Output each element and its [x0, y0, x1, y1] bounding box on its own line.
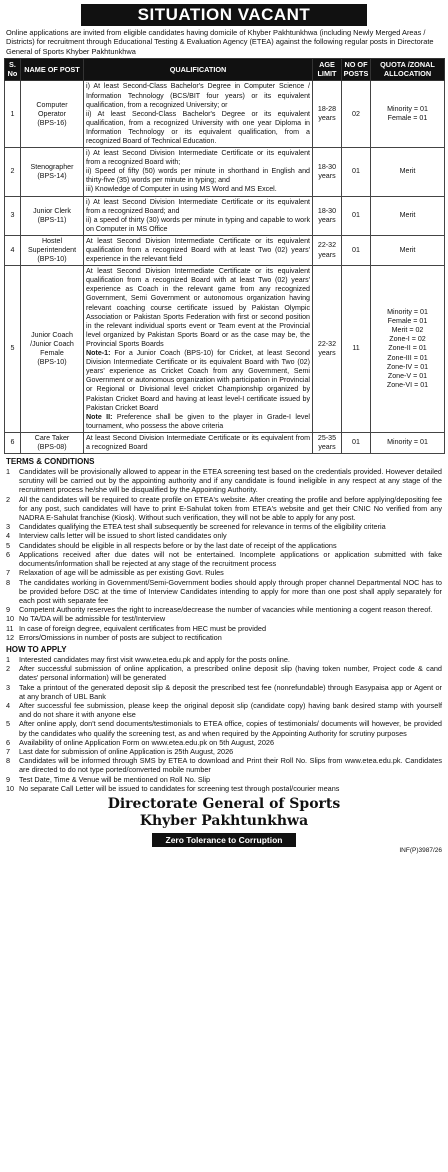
post-name: Hostel Superintendent — [27, 236, 77, 254]
list-item — [6, 664, 442, 682]
post-bps: (BPS-10) — [37, 358, 67, 367]
cell-qualification — [84, 266, 313, 433]
allocation-line: Zone-VI = 01 — [386, 380, 429, 389]
list-item — [6, 522, 442, 531]
how-to-apply-heading: HOW TO APPLY — [6, 644, 67, 654]
post-bps: (BPS-11) — [37, 215, 67, 224]
allocation-line: Merit — [399, 246, 416, 254]
cell-post-name — [21, 266, 84, 433]
cell-qualification — [84, 81, 313, 148]
cell-post-name — [21, 148, 84, 196]
table-row — [5, 196, 445, 235]
qualification-line: ii) At least Second-Class Bachelor's Degree or its equivalent qualification, from a recognized University with one year Diploma in Information Technology or its equivalent qualification, from a recognized Board of Technical Education. — [86, 109, 310, 145]
cell-post-name — [21, 235, 84, 265]
org-name-line1: Directorate General of Sports — [107, 795, 341, 812]
qualification-line: iii) Knowledge of Computer in using MS Word and MS Excel. — [86, 185, 277, 194]
table-row — [5, 432, 445, 453]
note-2-text: Preference shall be given to the player in Grade-I level tournament, who possess the above criteria — [86, 412, 310, 430]
item-number: 2 — [6, 664, 11, 674]
item-text: In case of foreign degree, equivalent certificates from HEC must be provided — [19, 623, 267, 633]
cell-post-name — [21, 432, 84, 453]
item-text: Candidates should be eligible in all respects before or by the last date of receipt of the applications — [19, 540, 337, 550]
qualification-line: At least Second Division Intermediate Certificate or its equivalent qualification from a recognized Board with at least Two (02) years' experience as Coach in the relevant game from any recognized Government, Semi Government or autonomous organization having relevant coaching course certificate issued by Pakistan Olympic Association or Pakistan Sports Federation with first or second position in the relevant individual sports event or Team event at the Provincial level organized by Pakistan Sports Board or as the case may be, the Provincial Sports Boards — [86, 267, 310, 348]
item-number: 7 — [6, 568, 11, 578]
qualification-line: ii) a speed of thirty (30) words per minute in typing and capable to work on Computer in MS Office — [86, 215, 310, 233]
qualification-line: At least Second Division Intermediate Certificate or its equivalent qualification from a recognized Board with at least Two (02) years' experience in the relevant field — [86, 236, 310, 264]
list-item — [6, 719, 442, 737]
cell-allocation — [371, 266, 445, 433]
header-qualification: QUALIFICATION — [84, 59, 313, 81]
allocation-line: Minority = 01 — [387, 308, 428, 317]
header-age: AGE LIMIT — [313, 59, 342, 81]
list-item — [6, 784, 442, 793]
list-item — [6, 578, 442, 606]
post-name: Care Taker — [34, 433, 70, 442]
cell-sno: 2 — [5, 148, 21, 196]
post-bps: (BPS-14) — [37, 171, 67, 180]
table-row — [5, 148, 445, 196]
post-bps: (BPS-08) — [37, 442, 67, 451]
note-1 — [86, 349, 310, 413]
allocation-line: Merit = 02 — [391, 326, 424, 335]
slogan-banner: Zero Tolerance to Corruption — [152, 833, 297, 847]
cell-allocation — [371, 235, 445, 265]
list-item — [6, 568, 442, 577]
list-item — [6, 701, 442, 719]
list-item — [6, 775, 442, 784]
cell-allocation — [371, 81, 445, 148]
list-item — [6, 614, 442, 623]
advertisement — [4, 4, 444, 854]
allocation-line: Minority = 01 — [387, 438, 428, 447]
list-item — [6, 541, 442, 550]
cell-age: 22-32 years — [313, 266, 342, 433]
note-1-text: For a Junior Coach (BPS-10) for Cricket, at least Second Division Intermediate Certificate or its equivalent Board with Two (02) years' experience as Cricket Coach from any Government, Semi Government or autonomous organization with participation in Provincial or Regional or Divisional level cricket Championship organized by Pakistan Cricket Board and having at least level-I certificate issued by Pakistan Cricket Board — [86, 349, 310, 412]
list-item — [6, 747, 442, 756]
item-text: All the candidates will be required to create profile on ETEA's website. After creating the profile and before applying/depositing fee for any post, such candidates will have to print E-Sahulat token from ETEA's website and get their CNIC No verified from any NADRA E-Sahulat franchise (Kiosk). Without such verification, they will not be able to apply for any post. — [19, 494, 442, 523]
cell-qualification — [84, 432, 313, 453]
cell-no-of-posts: 01 — [342, 235, 371, 265]
allocation-line: Zone-II = 01 — [388, 344, 427, 353]
post-bps: (BPS-16) — [37, 118, 67, 127]
cell-post-name — [21, 196, 84, 235]
list-item — [6, 467, 442, 495]
item-text: Candidates will be informed through SMS by ETEA to download and Print their Roll No. Slips from www.etea.edu.pk. Candidates are directed to do not type ported/converted mobile number — [19, 756, 442, 775]
how-to-apply-list — [4, 655, 444, 793]
terms-heading: TERMS & CONDITIONS — [6, 457, 95, 467]
item-number: 4 — [6, 700, 11, 710]
allocation-line: Zone-I = 02 — [389, 335, 426, 344]
list-item — [6, 495, 442, 523]
cell-no-of-posts: 01 — [342, 196, 371, 235]
list-item — [6, 624, 442, 633]
item-text: Relaxation of age will be admissible as per existing Govt. Rules — [19, 568, 224, 578]
cell-age: 18-28 years — [313, 81, 342, 148]
table-row — [5, 235, 445, 265]
item-text: Take a printout of the generated deposit slip & deposit the prescribed test fee (nonrefundable) through Easypaisa app or Agent or at any branch of UBL Bank — [19, 682, 442, 701]
note-2 — [86, 413, 310, 431]
item-text: Applications received after due dates will not be entertained. Incomplete applications or application submitted with fake documents/information shall be rejected at any stage of the recruitment process — [19, 549, 442, 569]
cell-age: 18-30 years — [313, 148, 342, 196]
cell-sno: 5 — [5, 266, 21, 433]
table-row — [5, 81, 445, 148]
post-name: Junior Coach /Junior Coach Female — [30, 330, 74, 358]
item-number: 9 — [6, 605, 11, 615]
header-quota: QUOTA /ZONAL ALLOCATION — [371, 59, 445, 81]
cell-allocation — [371, 148, 445, 196]
posts-table — [4, 58, 445, 454]
allocation-line: Minority = 01 — [387, 105, 428, 114]
allocation-line: Merit — [399, 167, 416, 176]
cell-age: 18-30 years — [313, 196, 342, 235]
item-text: Test Date, Time & Venue will be mentioned on Roll No. Slip — [19, 774, 211, 784]
page-title: SITUATION VACANT — [81, 4, 367, 26]
item-number: 5 — [6, 540, 11, 550]
list-item — [6, 655, 442, 664]
item-number: 10 — [6, 783, 15, 793]
allocation-line: Zone-III = 01 — [387, 353, 428, 362]
allocation-line: Merit — [399, 211, 416, 220]
item-number: 6 — [6, 737, 11, 747]
header-sno: S. No — [5, 59, 21, 81]
table-header-row — [5, 59, 445, 81]
cell-allocation — [371, 432, 445, 453]
item-text: Candidates qualifying the ETEA test shall subsequently be screened for relevance in terms of the eligibility criteria — [19, 522, 386, 532]
item-number: 8 — [6, 577, 11, 587]
post-bps: (BPS-10) — [37, 255, 67, 264]
item-number: 5 — [6, 719, 11, 729]
intro-text: Online applications are invited from eligible candidates having domicile of Khyber Pakhtunkhwa (including Newly Merged Areas / Districts) for recruitment through Educational Testing & Evaluation Agency (ETEA) against the following regular posts in Directorate General of Sports Khyber Pakhtunkhwa — [6, 28, 434, 56]
item-text: Competent Authority reserves the right to increase/decrease the number of vacancies while mentioning a cogent reason thereof. — [19, 605, 433, 615]
reference-number: INF(P)3987/26 — [399, 846, 442, 854]
qualification-line: ii) Speed of fifty (50) words per minute in shorthand in English and thirty-five (35) words per minute in typing; and — [86, 167, 310, 185]
cell-age: 25-35 years — [313, 432, 342, 453]
item-number: 11 — [6, 623, 14, 633]
item-number: 8 — [6, 756, 11, 766]
header-name: NAME OF POST — [21, 59, 84, 81]
item-number: 9 — [6, 774, 11, 784]
list-item — [6, 738, 442, 747]
allocation-line: Zone-IV = 01 — [386, 362, 429, 371]
cell-qualification — [84, 196, 313, 235]
note-1-label: Note-1: — [86, 349, 111, 358]
cell-no-of-posts: 11 — [342, 266, 371, 433]
footer — [4, 795, 444, 854]
qualification-line: i) At least Second Division Intermediate Certificate or its equivalent from a recognized Board with; — [86, 149, 310, 167]
qualification-line: i) At least Second Division Intermediate Certificate or its equivalent from a recognized Board; and — [86, 197, 310, 215]
item-text: Interested candidates may first visit www.etea.edu.pk and apply for the posts online. — [19, 654, 290, 664]
item-text: After successful submission of online application, a prescribed online deposit slip (having token number, Project code & cand dates' personal information) will be generated — [19, 664, 442, 683]
item-text: Errors/Omissions in number of posts are subject to rectification — [19, 632, 222, 642]
item-text: Last date for submission of online Application is 25th August, 2026 — [19, 746, 234, 756]
qualification-line: i) At least Second-Class Bachelor's Degree in Computer Science / Information Technology (BCS/BIT four years) or its equivalent qualification, from a recognized University; or — [86, 82, 310, 109]
item-text: The candidates working in Government/Semi-Government bodies should apply through proper channel Departmental NOC has to be provided before DSC at the time of Interview Candidates intending to apply for more than one post shall apply separately for each post with separate fee — [19, 577, 442, 605]
item-number: 7 — [6, 746, 11, 756]
cell-sno: 1 — [5, 81, 21, 148]
list-item — [6, 605, 442, 614]
item-number: 3 — [6, 522, 11, 532]
cell-no-of-posts: 02 — [342, 81, 371, 148]
cell-no-of-posts: 01 — [342, 432, 371, 453]
list-item — [6, 756, 442, 774]
post-name: Computer Operator — [36, 100, 68, 118]
table-row — [5, 266, 445, 433]
item-text: After successful fee submission, please keep the original deposit slip (candidate copy) having bank desired stamp with yourself and do not share it with anyone else — [19, 700, 442, 720]
item-number: 4 — [6, 531, 11, 541]
cell-sno: 4 — [5, 235, 21, 265]
list-item — [6, 683, 442, 701]
footer-center — [4, 796, 444, 848]
cell-no-of-posts: 01 — [342, 148, 371, 196]
item-text: Interview calls letter will be issued to short listed candidates only — [19, 531, 227, 541]
item-number: 12 — [6, 632, 15, 642]
item-text: Candidates will be provisionally allowed to appear in the ETEA screening test based on the credentials provided. However detailed scrutiny will be carried out by the appointing authority and if any candidate is found ineligible in any respect at any stage of the recruitment process he/she will be disqualified by the Appointing Authority. — [19, 467, 442, 495]
terms-list — [4, 467, 444, 642]
qualification-line: At least Second Division Intermediate Certificate or its equivalent from a recognized Board — [86, 433, 310, 451]
cell-sno: 6 — [5, 432, 21, 453]
allocation-line: Female = 01 — [387, 317, 428, 326]
post-name: Stenographer — [30, 162, 74, 171]
list-item — [6, 531, 442, 540]
list-item — [6, 550, 442, 568]
item-number: 2 — [6, 494, 11, 504]
allocation-line: Female = 01 — [387, 114, 428, 123]
item-number: 10 — [6, 614, 15, 624]
item-number: 6 — [6, 549, 11, 559]
post-name: Junior Clerk — [33, 206, 71, 215]
cell-qualification — [84, 235, 313, 265]
item-text: No TA/DA will be admissible for test/Interview — [19, 614, 166, 624]
note-2-label: Note II: — [86, 412, 113, 421]
item-number: 1 — [6, 654, 11, 664]
cell-age: 22-32 years — [313, 235, 342, 265]
allocation-line: Zone-V = 01 — [387, 371, 428, 380]
item-text: No separate Call Letter will be issued to candidates for screening test through postal/courier means — [19, 783, 340, 793]
item-number: 3 — [6, 682, 11, 692]
item-text: Availability of online Application Form on www.etea.edu.pk on 5th August, 2026 — [19, 737, 275, 747]
cell-sno: 3 — [5, 196, 21, 235]
header-no-of-posts: NO OF POSTS — [342, 59, 371, 81]
cell-post-name — [21, 81, 84, 148]
cell-allocation — [371, 196, 445, 235]
list-item — [6, 633, 442, 642]
org-name-line2: Khyber Pakhtunkhwa — [139, 812, 309, 829]
item-text: After online apply, don't send documents/testimonials to ETEA office, copies of testimonials/ documents will however, be provided by the candidates who qualify the screening test, as and when required by the Appointing Authority for scrutiny purposes — [19, 719, 442, 738]
item-number: 1 — [6, 467, 11, 477]
cell-qualification — [84, 148, 313, 196]
